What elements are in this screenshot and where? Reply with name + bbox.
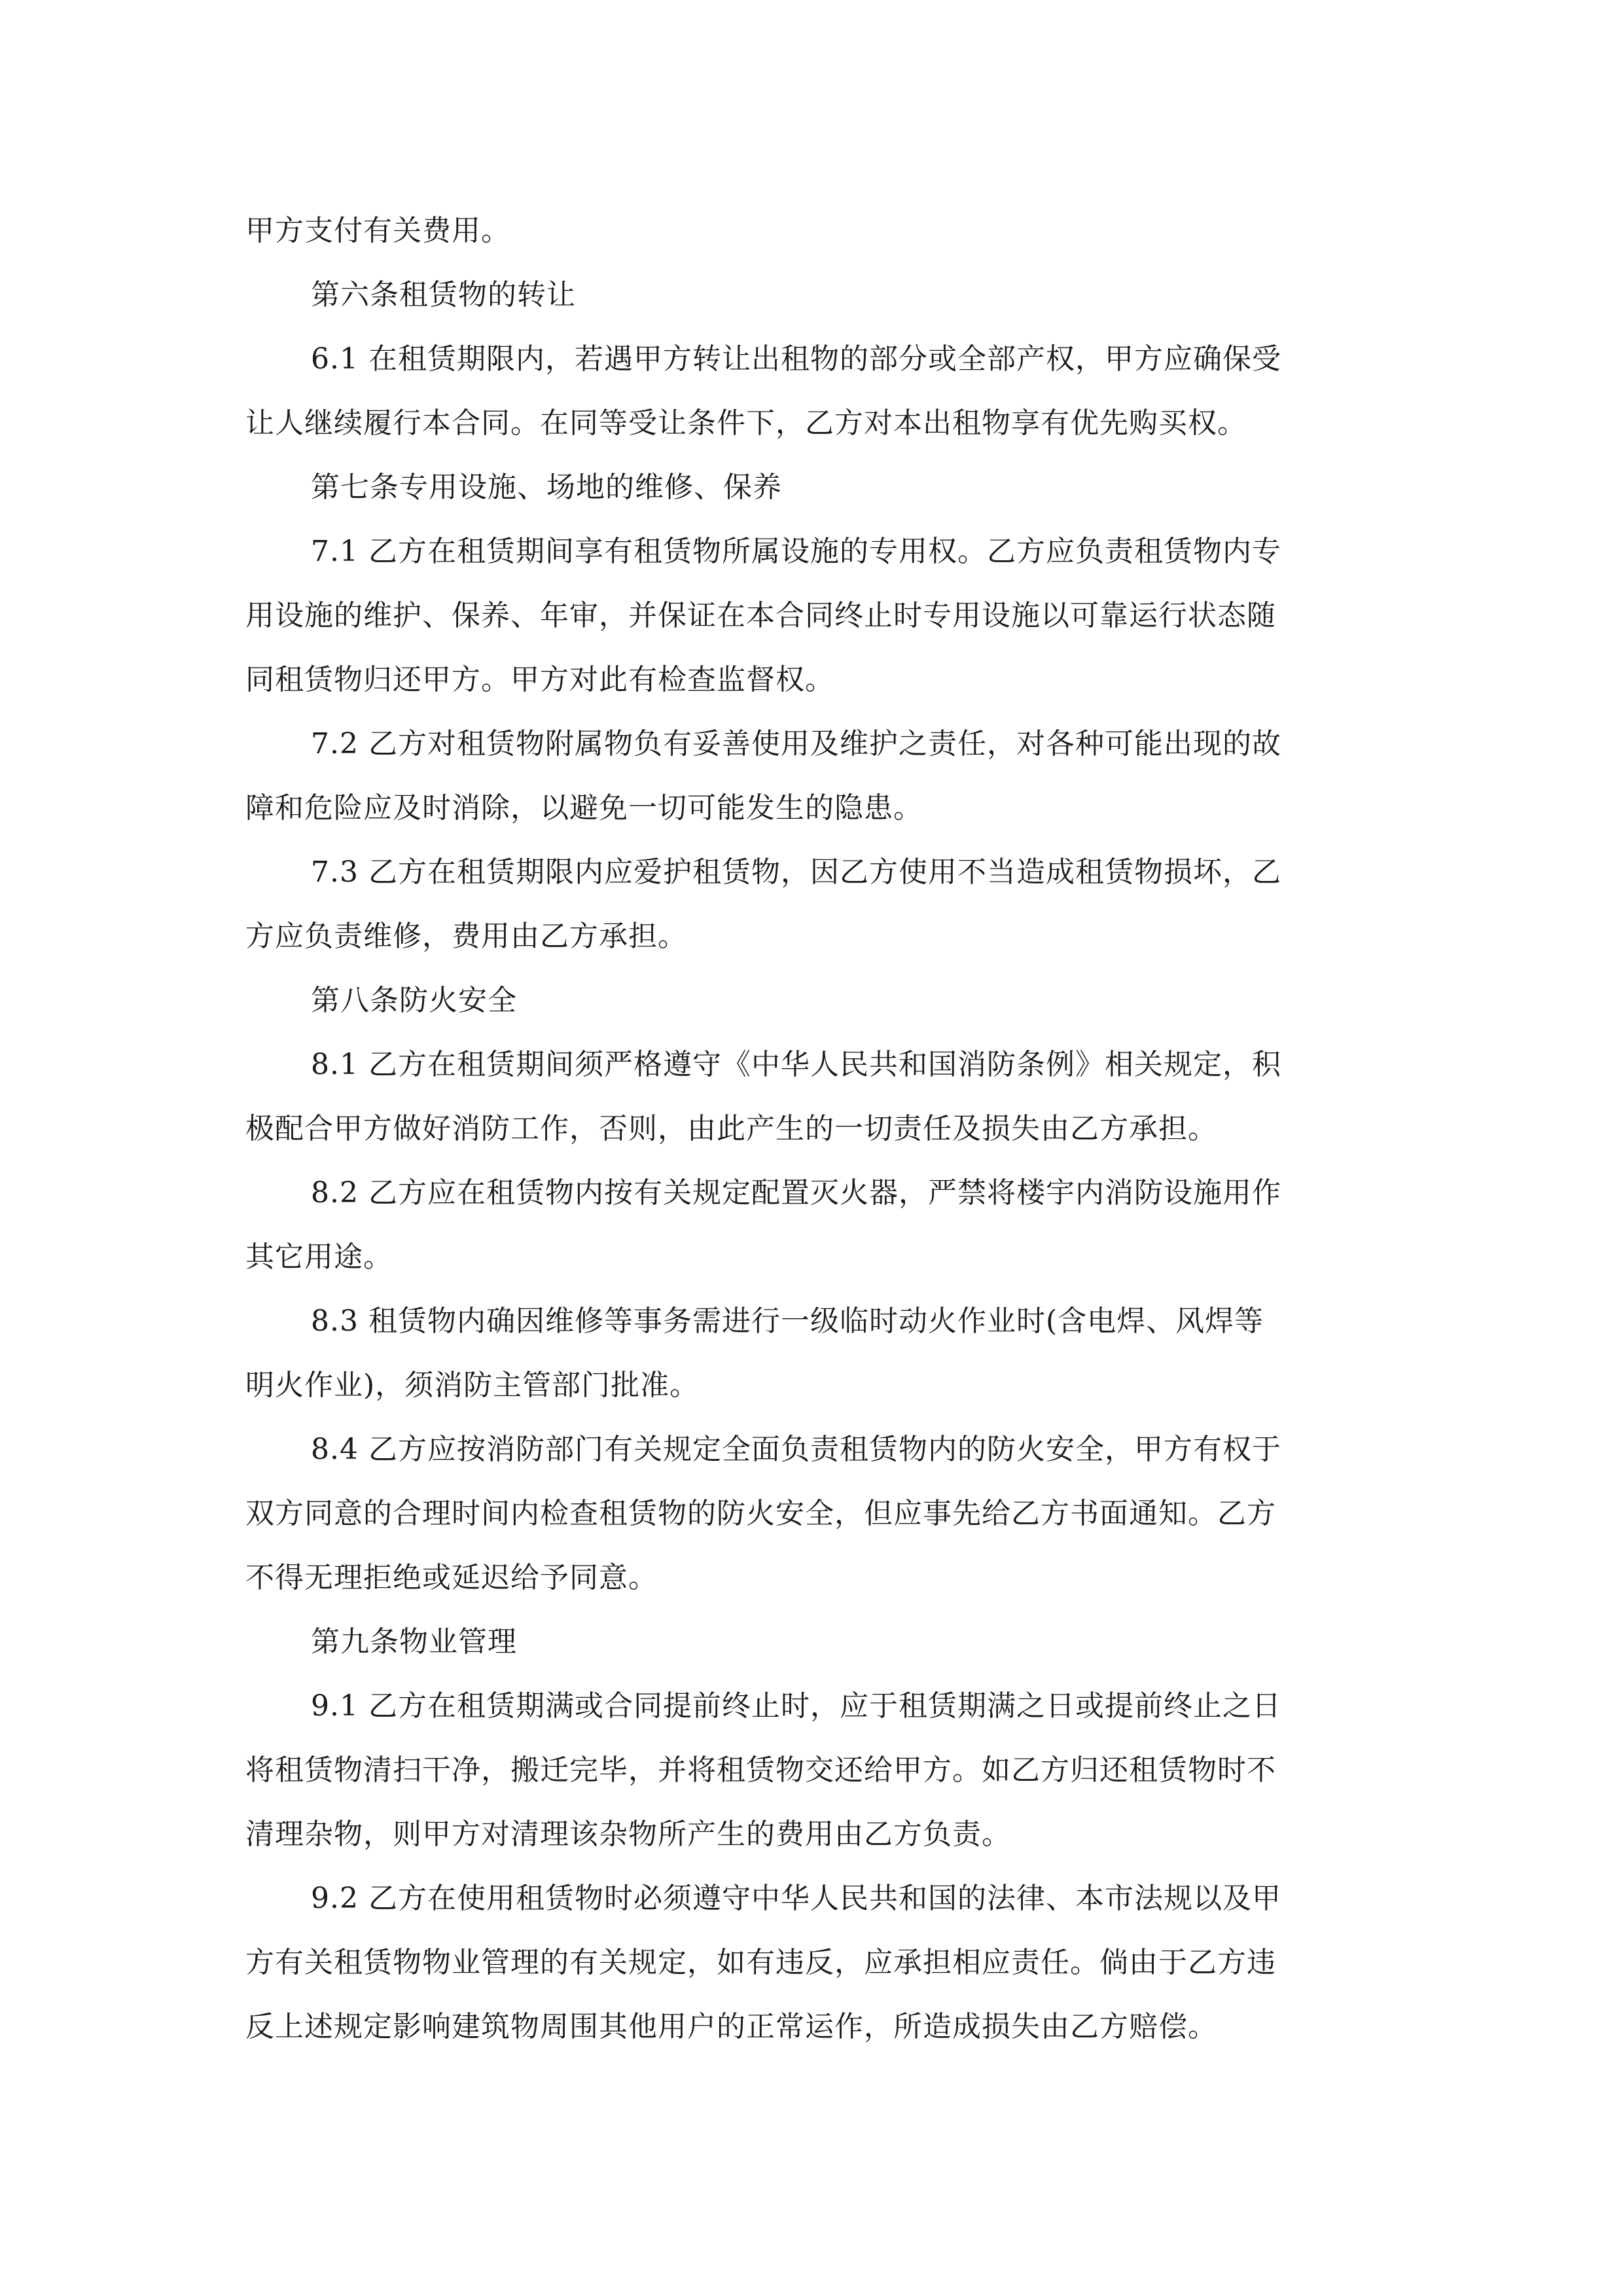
clause-9-2-line: 方有关租赁物物业管理的有关规定，如有违反，应承担相应责任。倘由于乙方违 xyxy=(245,1946,1276,1979)
clause-6-1-line: 6.1 在租赁期限内，若遇甲方转让出租物的部分或全部产权，甲方应确保受 xyxy=(311,342,1281,376)
clause-9-1-line: 清理杂物，则甲方对清理该杂物所产生的费用由乙方负责。 xyxy=(245,1818,1011,1851)
clause-7-2-line: 7.2 乙方对租赁物附属物负有妥善使用及维护之责任，对各种可能出现的故 xyxy=(311,727,1281,761)
clause-8-4-line: 不得无理拒绝或延迟给予同意。 xyxy=(245,1561,658,1594)
article-7-heading: 第七条专用设施、场地的维修、保养 xyxy=(311,471,782,504)
clause-9-2-line: 反上述规定影响建筑物周围其他用户的正常运作，所造成损失由乙方赔偿。 xyxy=(245,2010,1217,2043)
clause-8-4-line: 8.4 乙方应按消防部门有关规定全面负责租赁物内的防火安全，甲方有权于 xyxy=(311,1433,1281,1466)
clause-8-2-line: 8.2 乙方应在租赁物内按有关规定配置灭火器，严禁将楼宇内消防设施用作 xyxy=(311,1176,1281,1210)
clause-8-3-line: 8.3 租赁物内确因维修等事务需进行一级临时动火作业时(含电焊、风焊等 xyxy=(311,1304,1264,1338)
clause-7-3-line: 方应负责维修，费用由乙方承担。 xyxy=(245,920,687,953)
clause-6-1-line: 让人继续履行本合同。在同等受让条件下，乙方对本出租物享有优先购买权。 xyxy=(245,406,1247,440)
clause-9-2-line: 9.2 乙方在使用租赁物时必须遵守中华人民共和国的法律、本市法规以及甲 xyxy=(311,1882,1281,1915)
document-page xyxy=(245,200,1378,2060)
clause-8-3-line: 明火作业)，须消防主管部门批准。 xyxy=(245,1369,700,1402)
article-9-heading: 第九条物业管理 xyxy=(311,1625,517,1659)
clause-8-1-line: 8.1 乙方在租赁期间须严格遵守《中华人民共和国消防条例》相关规定，积 xyxy=(311,1048,1281,1081)
article-6-heading: 第六条租赁物的转让 xyxy=(311,278,576,312)
clause-8-4-line: 双方同意的合理时间内检查租赁物的防火安全，但应事先给乙方书面通知。乙方 xyxy=(245,1497,1276,1530)
clause-9-1-line: 将租赁物清扫干净，搬迁完毕，并将租赁物交还给甲方。如乙方归还租赁物时不 xyxy=(245,1753,1276,1787)
clause-7-1-line: 同租赁物归还甲方。甲方对此有检查监督权。 xyxy=(245,663,834,696)
clause-7-1-line: 用设施的维护、保养、年审，并保证在本合同终止时专用设施以可靠运行状态随 xyxy=(245,599,1276,632)
paragraph-line: 甲方支付有关费用。 xyxy=(245,214,510,247)
clause-7-3-line: 7.3 乙方在租赁期限内应爱护租赁物，因乙方使用不当造成租赁物损坏，乙 xyxy=(311,855,1281,889)
clause-7-1-line: 7.1 乙方在租赁期间享有租赁物所属设施的专用权。乙方应负责租赁物内专 xyxy=(311,535,1281,568)
clause-7-2-line: 障和危险应及时消除，以避免一切可能发生的隐患。 xyxy=(245,791,923,825)
clause-8-1-line: 极配合甲方做好消防工作，否则，由此产生的一切责任及损失由乙方承担。 xyxy=(245,1112,1217,1145)
clause-9-1-line: 9.1 乙方在租赁期满或合同提前终止时，应于租赁期满之日或提前终止之日 xyxy=(311,1689,1281,1723)
article-8-heading: 第八条防火安全 xyxy=(311,984,517,1017)
clause-8-2-line: 其它用途。 xyxy=(245,1240,393,1274)
